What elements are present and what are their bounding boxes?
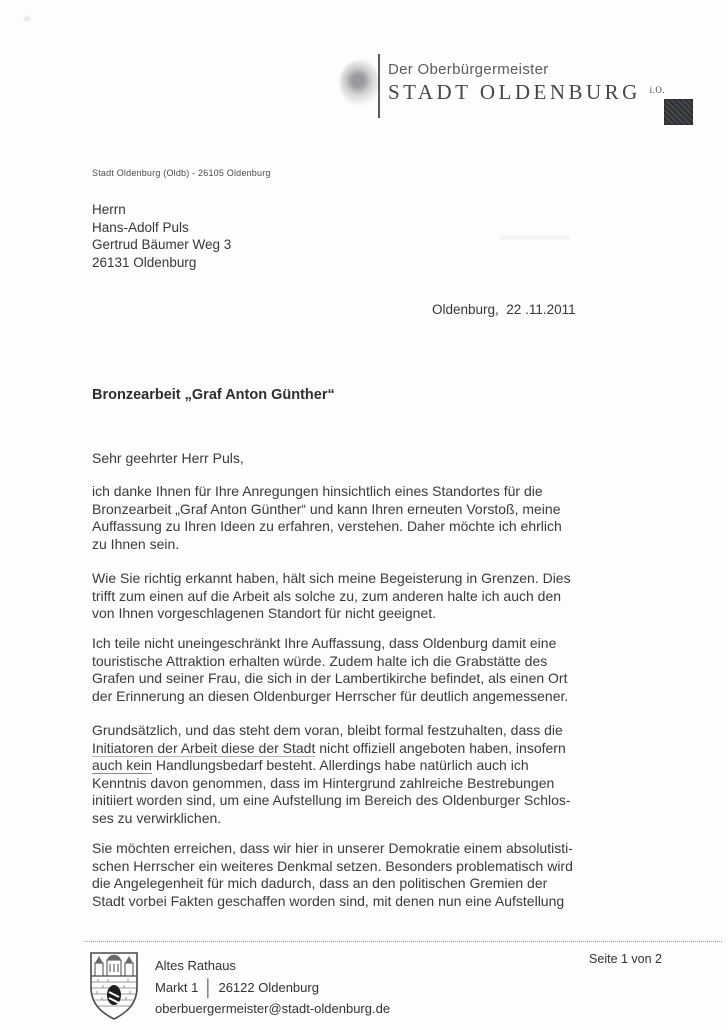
footer-city: 26122 Oldenburg <box>218 979 319 995</box>
paragraph-text: Handlungsbedarf besteht. Allerdings habe natürlich auch ich <box>151 757 529 774</box>
letterhead-city-suffix: i.O. <box>649 84 666 95</box>
letterhead-department: Der Oberbürgermeister <box>388 61 549 78</box>
paragraph-line: Grundsätzlich, und das steht dem voran, bleibt formal festzuhalten, dass die <box>92 722 563 738</box>
recipient-salutation-line: Herrn <box>92 202 126 217</box>
official-seal-stamp-icon <box>340 60 380 106</box>
footer-building: Altes Rathaus <box>155 958 236 973</box>
paragraph-line: ich danke Ihnen für Ihre Anregungen hinsichtlich eines Standortes für die <box>92 483 543 499</box>
paragraph-4 <box>92 722 571 828</box>
dateline: Oldenburg, 22 .11.2011 <box>432 302 576 317</box>
logo-divider <box>378 54 380 118</box>
paragraph-line: die Angelegenheit für mich dadurch, dass an den politischen Gremien der <box>92 875 548 892</box>
paragraph-line: ses zu verwirklichen. <box>92 809 222 826</box>
letterhead-logo <box>388 62 665 104</box>
paragraph-2 <box>92 570 571 623</box>
footer-street: Markt 1 <box>155 979 199 995</box>
paragraph-line: Wie Sie richtig erkannt haben, hält sich meine Begeisterung in Grenzen. Dies <box>92 570 571 586</box>
paragraph-line: Sie möchten erreichen, dass wir hier in unserer Demokratie einem absolutisti- <box>92 840 573 856</box>
paragraph-line: Stadt vorbei Fakten geschaffen worden sind, mit denen nun eine Aufstellung <box>92 892 565 909</box>
city-coat-of-arms-icon <box>88 950 140 1027</box>
footer-email: oberbuergermeister@stadt-oldenburg.de <box>155 1001 391 1016</box>
letterhead-city-name: STADT OLDENBURG <box>388 79 641 104</box>
paragraph-line: Kenntnis davon genommen, dass im Hintergrund zahlreiche Bestrebungen <box>92 774 555 791</box>
paragraph-line <box>92 757 571 775</box>
paragraph-line: touristische Attraktion erhalten würde. Zudem halte ich die Grabstätte des <box>92 652 548 669</box>
scan-smudge <box>500 236 570 239</box>
paragraph-line: zu Ihnen sein. <box>92 535 180 552</box>
scan-speck <box>24 16 30 21</box>
return-address-line: Stadt Oldenburg (Oldb) - 26105 Oldenburg <box>92 168 271 178</box>
paragraph-line <box>92 740 571 758</box>
recipient-address-block <box>92 201 231 271</box>
page-indicator: Seite 1 von 2 <box>589 952 662 966</box>
paragraph-5 <box>92 840 573 910</box>
letterhead-city <box>388 81 665 104</box>
salutation: Sehr geehrter Herr Puls, <box>92 450 244 466</box>
footer-separator-bar: │ <box>204 977 213 997</box>
pencil-underlined-text: Initiatoren der Arbeit diese der Stadt <box>92 739 316 756</box>
recipient-city: 26131 Oldenburg <box>92 254 197 270</box>
footer-street-city <box>155 977 390 999</box>
footer-divider <box>85 941 722 942</box>
pencil-underlined-text: auch kein <box>92 757 152 774</box>
paragraph-3 <box>92 635 568 705</box>
recipient-street: Gertrud Bäumer Weg 3 <box>92 237 232 252</box>
paragraph-line: von Ihnen vorgeschlagenen Standort für nicht geeignet. <box>92 605 437 622</box>
paragraph-line: Auffassung zu Ihren Ideen zu erfahren, verstehen. Daher möchte ich ehrlich <box>92 518 562 535</box>
paragraph-text: nicht offiziell angeboten haben, insofern <box>315 739 566 756</box>
footer-address-block <box>155 955 390 1020</box>
subject-line: Bronzearbeit „Graf Anton Günther“ <box>92 387 335 403</box>
scan-artifact-block <box>664 99 693 125</box>
paragraph-line: Grafen und seiner Frau, die sich in der Lambertikirche befindet, als einen Ort <box>92 670 568 687</box>
paragraph-line: trifft zum einen auf die Arbeit als solche zu, zum anderen halte ich auch den <box>92 587 562 604</box>
paragraph-line: der Erinnerung an diesen Oldenburger Herrscher für deutlich angemessener. <box>92 687 569 704</box>
paragraph-line: initiiert worden sind, um eine Aufstellung im Bereich des Oldenburger Schlos- <box>92 792 571 809</box>
paragraph-line: Ich teile nicht uneingeschränkt Ihre Auffassung, dass Oldenburg damit eine <box>92 635 557 651</box>
recipient-name: Hans-Adolf Puls <box>92 219 189 235</box>
paragraph-line: schen Herrscher ein weiteres Denkmal setzen. Besonders problematisch wird <box>92 857 573 874</box>
paragraph-line: Bronzearbeit „Graf Anton Günther“ und kann Ihren erneuten Vorstoß, meine <box>92 500 561 517</box>
paragraph-1 <box>92 483 562 553</box>
